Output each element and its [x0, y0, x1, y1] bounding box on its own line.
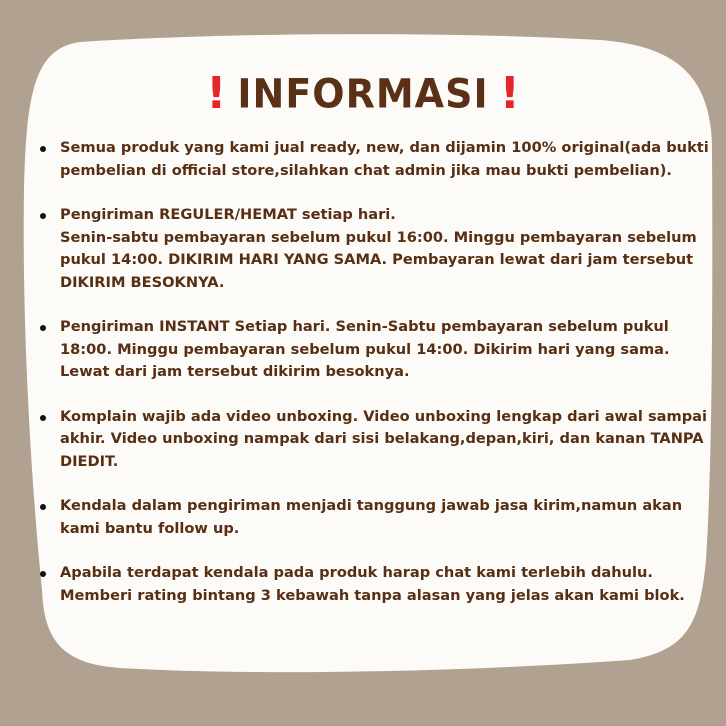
page-title	[0, 66, 726, 122]
list-item: Kendala dalam pengiriman menjadi tanggung jawab jasa kirim,namun akan kami bantu follow up.	[30, 495, 690, 540]
exclamation-icon-right: !	[499, 68, 520, 119]
bullet-icon	[40, 325, 46, 331]
list-item: Apabila terdapat kendala pada produk harap chat kami terlebih dahulu. Memberi rating bintang 3 kebawah tanpa alasan yang jelas akan kami blok.	[30, 562, 690, 607]
bullet-icon	[40, 146, 46, 152]
list-item: Pengiriman INSTANT Setiap hari. Senin-Sabtu pembayaran sebelum pukul 18:00. Minggu pembayaran sebelum pukul 14:00. Dikirim hari yang sama. Lewat dari jam tersebut dikirim besoknya.	[30, 316, 690, 384]
list-item: Komplain wajib ada video unboxing. Video unboxing lengkap dari awal sampai akhir. Video unboxing nampak dari sisi belakang,depan,kiri, dan kanan TANPA DIEDIT.	[30, 406, 690, 474]
exclamation-icon-left: !	[206, 68, 227, 119]
bullet-icon	[40, 213, 46, 219]
bullet-icon	[40, 504, 46, 510]
bullet-icon	[40, 571, 46, 577]
bullet-icon	[40, 415, 46, 421]
title-text: INFORMASI	[237, 70, 489, 118]
list-item: Pengiriman REGULER/HEMAT setiap hari. Senin-sabtu pembayaran sebelum pukul 16:00. Minggu pembayaran sebelum pukul 14:00. DIKIRIM HARI YANG SAMA. Pembayaran lewat dari jam tersebut DIKIRIM BESOKNYA.	[30, 204, 690, 294]
list-item: Semua produk yang kami jual ready, new, dan dijamin 100% original(ada bukti pembelian di official store,silahkan chat admin jika mau bukti pembelian).	[30, 137, 690, 182]
info-list	[30, 137, 709, 629]
